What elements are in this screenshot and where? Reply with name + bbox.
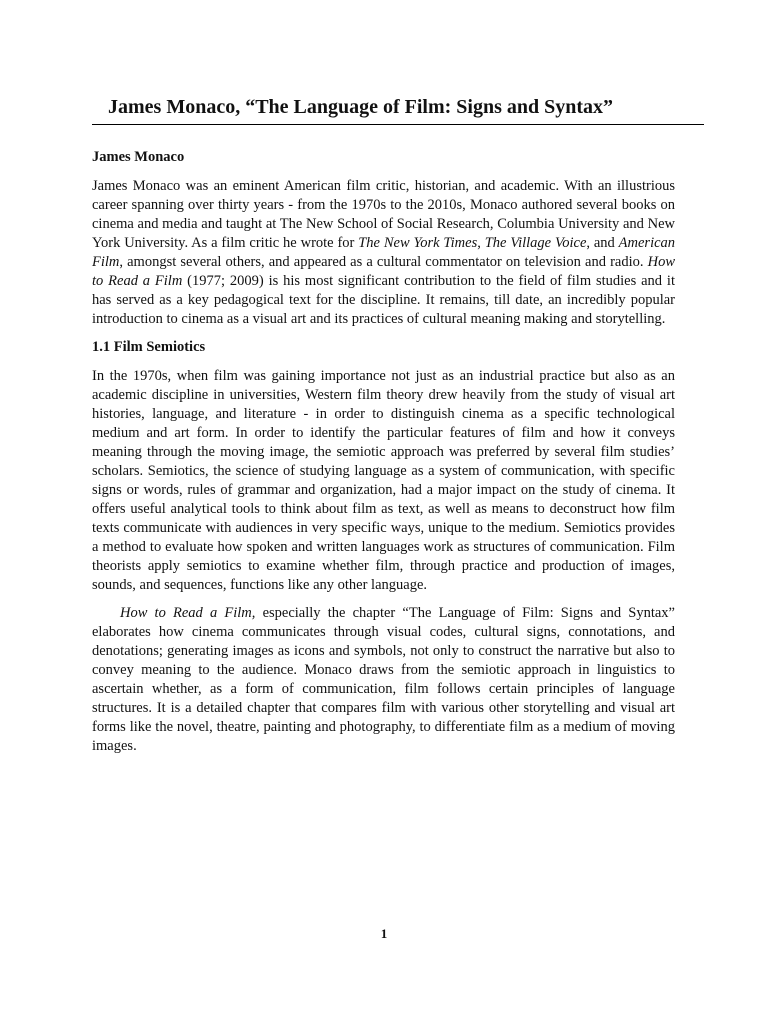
title-divider [92, 124, 704, 125]
section-heading-semiotics: 1.1 Film Semiotics [92, 339, 206, 355]
author-italic-nyt: The New York Times [358, 235, 478, 251]
author-text-5: (1977; 2009) is his most significant contribution to the field of film studies and it has served as a key pedagogical text for the discipline. It remains, till date, an incredibly popular introduction to cinema as a visual art and its practices of cultural meaning making and storytelling. [92, 273, 675, 327]
semiotics-italic-book-title: How to Read a Film, [120, 605, 256, 621]
author-italic-village-voice: The Village Voice [484, 235, 587, 251]
author-text-2: , [477, 235, 485, 251]
author-italic-book-title: How to Read a Film [92, 254, 675, 289]
author-paragraph [92, 177, 675, 329]
author-text-4: , amongst several others, and appeared as a cultural commentator on television and radio. [119, 254, 648, 270]
document-body [92, 148, 675, 765]
section-heading-author: James Monaco [92, 149, 185, 165]
semiotics-paragraph-2 [92, 604, 675, 756]
page-number: 1 [380, 926, 388, 941]
author-italic-american-film: American Film [92, 235, 676, 270]
semiotics-text-2: especially the chapter “The Language of Film: Signs and Syntax” elaborates how cinema communicates through visual codes, cultural signs, connotations, and denotations; generating images as icons and symbols, not only to construct the narrative but also to convey meaning to the audience. Monaco draws from the semiotic approach in linguistics to ascertain whether, as a form of communication, film follows certain principles of language structures. It is a detailed chapter that compares film with various other storytelling and visual art forms like the novel, theatre, painting and photography, to differentiate film as a medium of moving images. [92, 605, 675, 754]
semiotics-paragraph-1: In the 1970s, when film was gaining importance not just as an industrial practice but also as an academic discipline in universities, Western film theory drew heavily from the study of visual art histories, language, and literature - in order to distinguish cinema as a specific technological medium and art form. In order to identify the particular features of film and how it conveys meaning through the moving image, the semiotic approach was preferred by several film studies’ scholars. Semiotics, the science of studying language as a system of communication, with specific signs or words, rules of grammar and organization, had a major impact on the study of cinema. It offers useful analytical tools to think about film as text, as well as means to deconstruct how film texts communicate with audiences in very specific ways, unique to the medium. Semiotics provides a method to evaluate how spoken and written languages work as structures of communication. Film theorists apply semiotics to examine whether film, through practice and production of images, sounds, and sequences, functions like any other language. [92, 368, 675, 593]
document-title: James Monaco, “The Language of Film: Signs and Syntax” [108, 96, 614, 118]
author-text-3: , and [586, 235, 619, 251]
author-text-1: James Monaco was an eminent American film critic, historian, and academic. With an illustrious career spanning over thirty years - from the 1970s to the 2010s, Monaco authored several books on cinema and media and taught at The New School of Social Research, Columbia University and New York University. As a film critic he wrote for [92, 178, 675, 251]
